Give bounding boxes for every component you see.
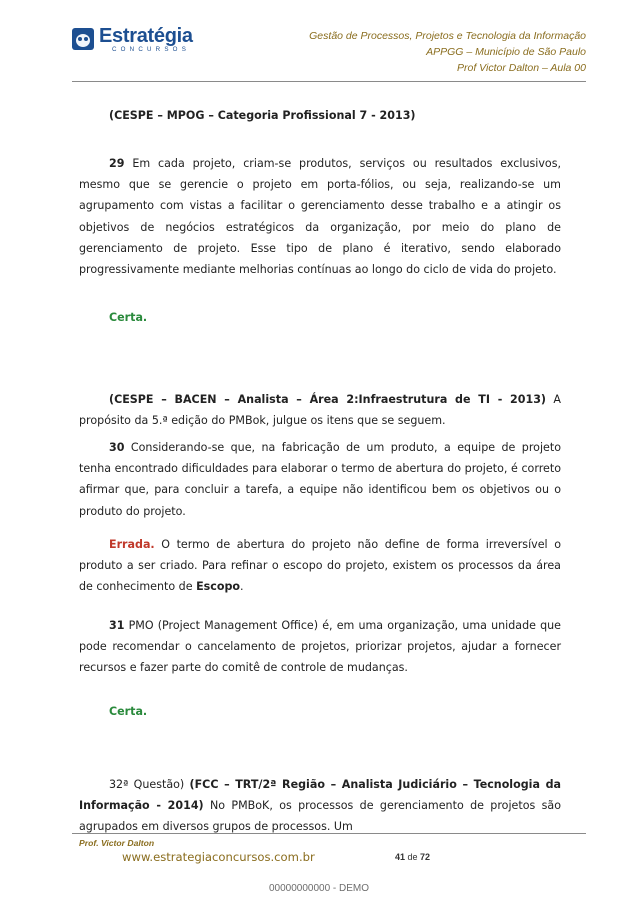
q29-answer-line [79, 307, 561, 328]
q30-statement [79, 437, 561, 522]
estrategia-logo [72, 26, 200, 54]
q30-answer: Errada. [109, 538, 155, 551]
q30-explanation-bold: Escopo [196, 580, 241, 594]
bacen-intro-text: A propósito da 5.ª edição do PMBok, julgue os itens que se seguem. [79, 393, 561, 428]
q29-text: Em cada projeto, criam-se produtos, serviços ou resultados exclusivos, mesmo que se gerencie o projeto em porta-fólios, ou seja, realizando-se um agrupamento com vistas a facilitar o gerenciamento desse trabalho e a atingir os objetivos de negócios estratégicos da organização, por meio do plano de gerenciamento de projeto. Esse tipo de plano é iterativo, sendo elaborado progressivamente mediante melhorias contínuas ao longo do ciclo de vida do projeto. [79, 157, 561, 277]
header-lesson: Prof Victor Dalton – Aula 00 [457, 62, 586, 74]
q31-number: 31 [109, 619, 125, 632]
q32-statement [79, 774, 561, 838]
footer-author: Prof. Victor Dalton [79, 838, 155, 848]
page-total: 72 [420, 852, 431, 862]
q30-answer-paragraph [79, 534, 561, 598]
q31-text: PMO (Project Management Office) é, em uma organização, uma unidade que pode recomendar o cancelamento de projetos, priorizar projetos, ajudar a fornecer recursos e fazer parte do comitê de controle de mudanças. [79, 619, 561, 675]
page-current: 41 [395, 852, 406, 862]
q29-number: 29 [109, 157, 125, 170]
q31-statement [79, 615, 561, 679]
q29-statement [79, 153, 561, 280]
logo-subtitle: CONCURSOS [112, 46, 191, 53]
q29-source: (CESPE – MPOG – Categoria Profissional 7 - 2013) [109, 109, 416, 122]
page-number [395, 852, 430, 862]
bacen-intro [79, 389, 561, 431]
bacen-source: (CESPE – BACEN – Analista – Área 2:Infraestrutura de TI - 2013) [109, 393, 546, 406]
header-exam: APPGG – Município de São Paulo [426, 46, 586, 58]
q32-label: 32ª Questão) [109, 778, 190, 791]
q30-explanation: O termo de abertura do projeto não define de forma irreversível o produto a ser criado. Para refinar o escopo do projeto, existem os processos da área de conhecimento de [79, 538, 561, 594]
footer-website-link[interactable]: www.estrategiaconcursos.com.br [122, 850, 315, 864]
footer-rule [72, 833, 586, 834]
logo-name: Estratégia [99, 25, 193, 47]
header-rule [72, 81, 586, 82]
q31-answer: Certa. [109, 705, 148, 718]
q29-source-line [79, 105, 561, 126]
q32-text: No PMBoK, os processos de gerenciamento de projetos são agrupados em diversos grupos de processos. Um [79, 799, 561, 834]
page-separator: de [405, 852, 421, 862]
header-course-title: Gestão de Processos, Projetos e Tecnologia da Informação [309, 30, 586, 42]
q31-answer-line [79, 701, 561, 722]
q30-text: Considerando-se que, na fabricação de um produto, a equipe de projeto tenha encontrado dificuldades para elaborar o termo de abertura do projeto, é correto afirmar que, para concluir a tarefa, a equipe não identificou bem os objetivos ou o produto do projeto. [79, 441, 561, 518]
demo-watermark: 00000000000 - DEMO [268, 883, 370, 894]
owl-logo-icon [72, 28, 94, 50]
q30-number: 30 [109, 441, 125, 454]
q30-explanation-end: . [240, 580, 244, 594]
q29-answer: Certa. [109, 311, 148, 324]
q32-source: (FCC – TRT/2ª Região – Analista Judiciário – Tecnologia da Informação - 2014) [79, 778, 562, 813]
